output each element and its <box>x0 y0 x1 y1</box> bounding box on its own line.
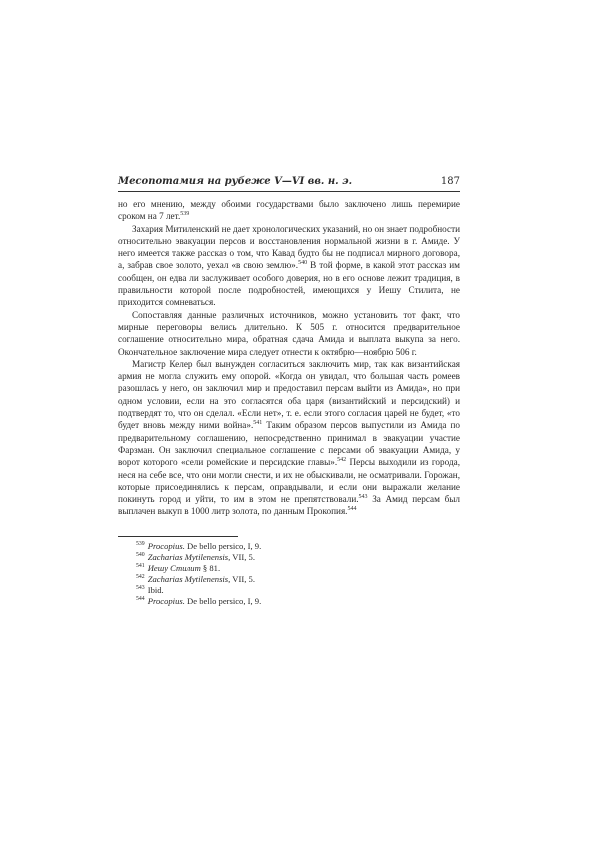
main-text <box>118 198 460 518</box>
paragraph-text: Магистр Келер был вынужден согласиться заключить мир, так как византийская армия не могла служить ему опорой. «Когда он увидал, что большая часть ромеев разошлась у него, он заключил мир и предоставил персам выйти из Амида», но при одном условии, если на это согласятся оба царя (византийский и персидский) и подтвердят то, что он сделал. «Если нет», т. е. если этого согласия царей не будет, «то будет вновь между ними война». <box>118 358 460 431</box>
paragraph-text: Персы выходили из города, неся на себе все, что они могли снести, и их не обыскивали, не осматривали. Горожан, которые присоединялись к персам, оправдывали, и если они выражали желание покинуть город и уйти, то им в этом не препятствовали. <box>118 457 460 505</box>
running-title: Месопотамия на рубеже V—VI вв. н. э. <box>118 176 353 187</box>
footnote-number: 543 <box>136 584 145 591</box>
footnote-author: Zacharias Mytilenensis, <box>147 551 231 562</box>
footnotes <box>118 536 262 607</box>
paragraph-4 <box>118 358 460 518</box>
footnote <box>118 596 456 607</box>
footnote <box>118 541 456 552</box>
footnote-text: VII, 5. <box>230 551 255 562</box>
footnote-number: 541 <box>136 562 145 569</box>
book-page <box>118 176 460 607</box>
paragraph-text: В той форме, в какой этот рассказ им сообщен, он едва ли заслуживает особого доверия, но в его основе лежит традиция, в правильности которой после подробностей, имеющихся у Иешу Стилита, не приходится сомневаться. <box>118 260 460 308</box>
footnote <box>118 574 456 585</box>
footnote-text: Ibid. <box>147 584 164 595</box>
footnote-number: 544 <box>136 595 145 602</box>
footnote-ref-544[interactable]: 544 <box>347 506 357 513</box>
paragraph-text: Таким образом персов выпустили из Амида по предварительному соглашению, непосредственно принимал в эвакуации участие Фарзман. Он заключил специальное соглашение с персами об эвакуации Амида, у ворот которого «сели ромейские и персидские главы». <box>118 420 460 468</box>
footnote-ref-540[interactable]: 540 <box>298 260 308 267</box>
footnote-number: 542 <box>136 573 145 580</box>
footnote-ref-539[interactable]: 539 <box>180 211 190 218</box>
paragraph-text: Сопоставляя данные различных источников, можно установить тот факт, что мирные переговоры велись длительно. К 505 г. относится предварительное соглашение относительно мира, обратная сдача Амида и выплата выкупа за него. Окончательное заключение мира следует отнести к октябрю—ноябрю 506 г. <box>118 309 460 357</box>
footnote-text: VII, 5. <box>230 573 255 584</box>
paragraph-text: но его мнению, между обоими государствами было заключено лишь перемирие сроком на 7 лет. <box>118 199 460 222</box>
running-header <box>118 176 460 192</box>
paragraph-text: За Амид персам был выплачен выкуп в 1000 литр золота, по данным Прокопия. <box>118 494 461 517</box>
footnote-text: § 81. <box>200 562 221 573</box>
footnote-ref-543[interactable]: 543 <box>358 494 368 501</box>
footnote-author: Procopius. <box>147 595 185 606</box>
footnote-author: Procopius. <box>147 540 185 551</box>
footnote <box>118 585 456 596</box>
footnote <box>118 552 456 563</box>
footnote-author: Иешу Стилит <box>147 562 201 573</box>
paragraph-2 <box>118 223 460 309</box>
footnote-text: De bello persico, I, 9. <box>184 540 262 551</box>
paragraph-3 <box>118 309 460 358</box>
footnote-ref-542[interactable]: 542 <box>337 457 347 464</box>
paragraph-1 <box>118 198 460 223</box>
footnote-ref-541[interactable]: 541 <box>253 420 263 427</box>
footnote-author: Zacharias Mytilenensis, <box>147 573 231 584</box>
page-number: 187 <box>440 176 460 187</box>
footnote <box>118 563 456 574</box>
footnote-number: 540 <box>136 551 145 558</box>
footnote-text: De bello persico, I, 9. <box>184 595 262 606</box>
footnote-number: 539 <box>136 540 145 547</box>
paragraph-text: Захария Митиленский не дает хронологических указаний, но он знает подробности относительно эвакуации персов и восстановления нормальной жизни в г. Амиде. У него имеется также рассказ о том, что Кавад будто бы не подписал мирного договора, а, забрав свое золото, уехал «в свою землю». <box>118 223 460 271</box>
